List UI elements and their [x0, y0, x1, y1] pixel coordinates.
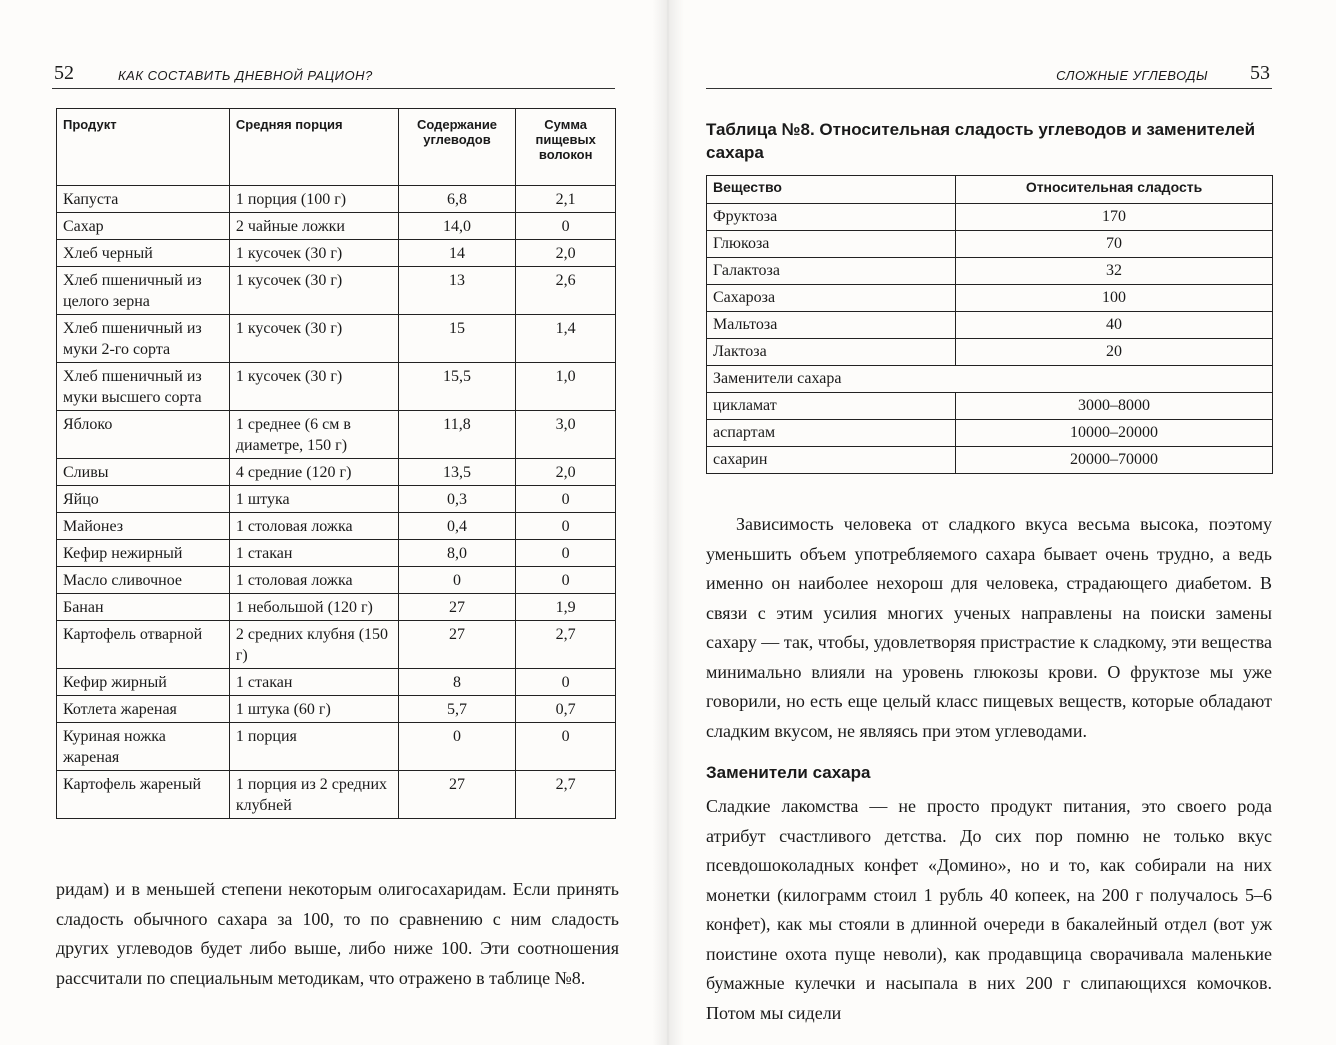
cell-fiber: 0: [516, 540, 616, 567]
cell-carbs: 8: [398, 669, 516, 696]
cell-sweetness: 20: [956, 339, 1273, 366]
table-row: [707, 447, 1273, 474]
cell-fiber: 2,6: [516, 267, 616, 315]
cell-substance: аспартам: [707, 420, 956, 447]
cell-portion: 1 столовая ложка: [229, 513, 398, 540]
cell-substance: Сахароза: [707, 285, 956, 312]
cell-carbs: 13,5: [398, 459, 516, 486]
cell-sweetness: 70: [956, 231, 1273, 258]
cell-fiber: 2,0: [516, 459, 616, 486]
running-title-left: КАК СОСТАВИТЬ ДНЕВНОЙ РАЦИОН?: [118, 68, 373, 83]
cell-carbs: 8,0: [398, 540, 516, 567]
cell-portion: 1 порция: [229, 723, 398, 771]
cell-portion: 1 небольшой (120 г): [229, 594, 398, 621]
table-row: [57, 267, 616, 315]
table-row: [57, 669, 616, 696]
relative-sweetness-table: [706, 175, 1273, 474]
cell-fiber: 0,7: [516, 696, 616, 723]
table-row: [707, 231, 1273, 258]
cell-sweetness: 3000–8000: [956, 393, 1273, 420]
cell-product: Капуста: [57, 186, 230, 213]
table-row: [57, 240, 616, 267]
cell-sweetness: 20000–70000: [956, 447, 1273, 474]
cell-portion: 2 чайные ложки: [229, 213, 398, 240]
cell-carbs: 0: [398, 567, 516, 594]
cell-carbs: 15,5: [398, 363, 516, 411]
cell-carbs: 5,7: [398, 696, 516, 723]
cell-fiber: 0: [516, 669, 616, 696]
column-header-portion: Средняя порция: [229, 109, 398, 186]
cell-product: Куриная ножка жареная: [57, 723, 230, 771]
cell-carbs: 0: [398, 723, 516, 771]
table-row: [57, 186, 616, 213]
right-page: [668, 0, 1336, 1045]
cell-fiber: 0: [516, 486, 616, 513]
cell-fiber: 2,0: [516, 240, 616, 267]
cell-product: Картофель жареный: [57, 771, 230, 819]
table-row: [57, 513, 616, 540]
cell-product: Сливы: [57, 459, 230, 486]
cell-fiber: 1,9: [516, 594, 616, 621]
cell-sweetness: 32: [956, 258, 1273, 285]
cell-product: Майонез: [57, 513, 230, 540]
cell-product: Яйцо: [57, 486, 230, 513]
cell-sweetness: 10000–20000: [956, 420, 1273, 447]
cell-carbs: 0,3: [398, 486, 516, 513]
column-header-substance: Вещество: [707, 176, 956, 204]
table-row: [57, 411, 616, 459]
table-row: [707, 339, 1273, 366]
cell-product: Кефир нежирный: [57, 540, 230, 567]
cell-carbs: 15: [398, 315, 516, 363]
table-row: [57, 486, 616, 513]
cell-substance: Фруктоза: [707, 204, 956, 231]
cell-carbs: 27: [398, 621, 516, 669]
running-title-right: СЛОЖНЫЕ УГЛЕВОДЫ: [1056, 68, 1208, 83]
cell-fiber: 0: [516, 567, 616, 594]
cell-substance: Глюкоза: [707, 231, 956, 258]
cell-portion: 1 штука (60 г): [229, 696, 398, 723]
table-row: [57, 315, 616, 363]
cell-product: Банан: [57, 594, 230, 621]
cell-sweetness: 170: [956, 204, 1273, 231]
cell-fiber: 2,7: [516, 621, 616, 669]
cell-product: Масло сливочное: [57, 567, 230, 594]
cell-substance: Галактоза: [707, 258, 956, 285]
column-header-product: Продукт: [57, 109, 230, 186]
page-number-right: 53: [1250, 62, 1270, 84]
table-row: [57, 594, 616, 621]
cell-fiber: 0: [516, 513, 616, 540]
table-row: [707, 420, 1273, 447]
right-page-paragraph-2: Сладкие лакомства — не просто продукт питания, это своего рода атрибут счастливого детства. До сих пор помню не только вкус псевдошоколадных конфет «Домино», но и то, как собирали на них монетки (килограмм стоил 1 рубль 40 копеек, на 200 г получалось 5–6 конфет), как мы стояли в длинной очереди в бакалейный отдел (вот уж поистине охота пуще неволи), как продавщица сворачивала маленькие бумажные кулечки и насыпала в них 200 г слипающихся комочков. Потом мы сидели: [706, 796, 1272, 1023]
cell-carbs: 27: [398, 771, 516, 819]
table-row: [707, 285, 1273, 312]
cell-substance: Лактоза: [707, 339, 956, 366]
section-label-sugar-substitutes: Заменители сахара: [707, 366, 1273, 393]
table-row: [57, 213, 616, 240]
table-row: [57, 363, 616, 411]
table-row: [57, 696, 616, 723]
page-number-left: 52: [54, 62, 74, 84]
cell-substance: сахарин: [707, 447, 956, 474]
cell-sweetness: 100: [956, 285, 1273, 312]
cell-portion: 1 штука: [229, 486, 398, 513]
cell-product: Хлеб пшеничный из муки 2-го сорта: [57, 315, 230, 363]
table-header-row: [707, 176, 1273, 204]
table-row: [57, 771, 616, 819]
cell-fiber: 1,0: [516, 363, 616, 411]
cell-sweetness: 40: [956, 312, 1273, 339]
cell-portion: 1 порция из 2 средних клубней: [229, 771, 398, 819]
cell-carbs: 11,8: [398, 411, 516, 459]
column-header-carbs: Содержание углеводов: [398, 109, 516, 186]
column-header-fiber: Сумма пищевых волокон: [516, 109, 616, 186]
cell-product: Кефир жирный: [57, 669, 230, 696]
cell-portion: 1 порция (100 г): [229, 186, 398, 213]
cell-fiber: 0: [516, 723, 616, 771]
sweetness-table-body: [707, 204, 1273, 474]
cell-product: Котлета жареная: [57, 696, 230, 723]
table-row: [57, 723, 616, 771]
cell-portion: 1 кусочек (30 г): [229, 363, 398, 411]
cell-fiber: 1,4: [516, 315, 616, 363]
table-row: [707, 258, 1273, 285]
cell-carbs: 0,4: [398, 513, 516, 540]
table-row: [707, 393, 1273, 420]
table-row: [57, 459, 616, 486]
cell-portion: 1 столовая ложка: [229, 567, 398, 594]
cell-substance: Мальтоза: [707, 312, 956, 339]
table-8-title: Таблица №8. Относительная сладость углеводов и заменителей сахара: [706, 120, 1256, 162]
cell-fiber: 3,0: [516, 411, 616, 459]
cell-product: Хлеб пшеничный из муки высшего сорта: [57, 363, 230, 411]
cell-carbs: 6,8: [398, 186, 516, 213]
cell-fiber: 0: [516, 213, 616, 240]
running-header-left: [52, 58, 615, 89]
cell-portion: 1 кусочек (30 г): [229, 240, 398, 267]
table-section-row: [707, 366, 1273, 393]
cell-portion: 2 средних клубня (150 г): [229, 621, 398, 669]
cell-fiber: 2,7: [516, 771, 616, 819]
table-header-row: [57, 109, 616, 186]
table-row: [57, 567, 616, 594]
cell-portion: 4 средние (120 г): [229, 459, 398, 486]
cell-carbs: 14: [398, 240, 516, 267]
cell-portion: 1 стакан: [229, 669, 398, 696]
running-header-right: [706, 58, 1272, 89]
cell-carbs: 27: [398, 594, 516, 621]
cell-portion: 1 среднее (6 см в диаметре, 150 г): [229, 411, 398, 459]
table-row: [57, 621, 616, 669]
cell-product: Хлеб черный: [57, 240, 230, 267]
section-subheading: Заменители сахара: [706, 763, 871, 782]
carbohydrate-table-body: [57, 186, 616, 819]
left-page-paragraph: ридам) и в меньшей степени некоторым олигосахаридам. Если принять сладость обычного сахара за 100, то по сравнению с ним сладость других углеводов будет либо выше, либо ниже 100. Эти соотношения рассчитали по специальным методикам, что отражено в таблице №8.: [56, 879, 619, 988]
carbohydrate-content-table: [56, 108, 616, 819]
cell-portion: 1 стакан: [229, 540, 398, 567]
cell-portion: 1 кусочек (30 г): [229, 267, 398, 315]
column-header-sweetness: Относительная сладость: [956, 176, 1273, 204]
cell-fiber: 2,1: [516, 186, 616, 213]
cell-portion: 1 кусочек (30 г): [229, 315, 398, 363]
cell-carbs: 14,0: [398, 213, 516, 240]
cell-product: Сахар: [57, 213, 230, 240]
right-page-paragraph-1: Зависимость человека от сладкого вкуса весьма высока, поэтому уменьшить объем употребляемого сахара бывает очень трудно, а ведь именно он наиболее нехорош для человека, страдающего диабетом. В связи с этим усилия многих ученых направлены на поиски замены сахару — так, чтобы, удовлетворяя пристрастие к сладкому, эти вещества минимально влияли на уровень глюкозы крови. О фруктозе мы уже говорили, но есть еще целый класс пищевых веществ, которые обладают сладким вкусом, не являясь при этом углеводами.: [706, 514, 1272, 741]
table-row: [707, 204, 1273, 231]
cell-substance: цикламат: [707, 393, 956, 420]
table-row: [707, 312, 1273, 339]
table-row: [57, 540, 616, 567]
cell-product: Картофель отварной: [57, 621, 230, 669]
cell-product: Яблоко: [57, 411, 230, 459]
cell-product: Хлеб пшеничный из целого зерна: [57, 267, 230, 315]
cell-carbs: 13: [398, 267, 516, 315]
